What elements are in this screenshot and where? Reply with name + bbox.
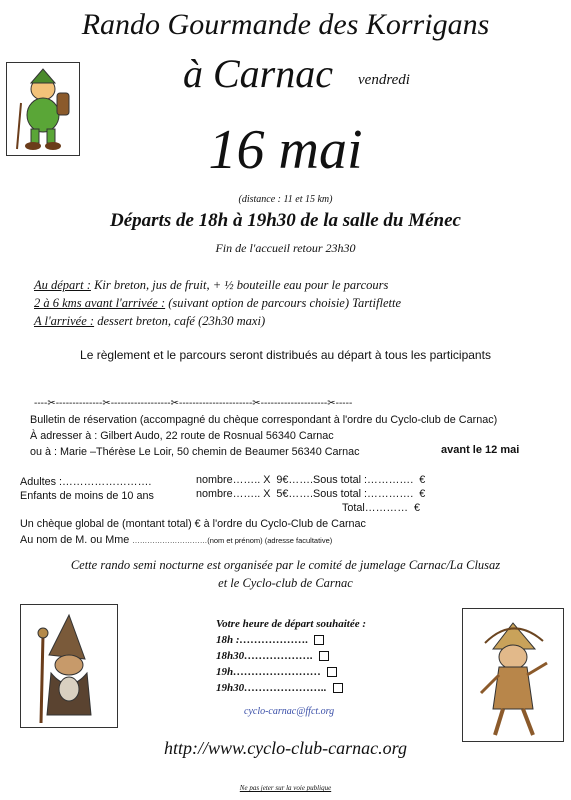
distance: (distance : 11 et 15 km) [238,194,333,205]
nom-line [20,534,332,546]
adultes-label: Adultes :……………………. [20,476,152,488]
program-text: dessert breton, café (23h30 maxi) [94,314,266,328]
depart-option-19h30[interactable] [216,682,343,694]
fin-accueil: Fin de l'accueil retour 23h30 [215,241,356,255]
checkbox[interactable] [333,683,343,693]
enfants-label: Enfants de moins de 10 ans [20,490,154,502]
korrigan-elf-illustration [462,608,564,742]
email-link[interactable]: cyclo-carnac@ffct.org [244,706,335,717]
depart-option-label: 18h :………………. [216,634,309,646]
website-link[interactable]: http://www.cyclo-club-carnac.org [164,738,407,758]
program-line-avant [34,296,401,311]
bulletin-deadline: avant le 12 mai [441,444,520,456]
footer-note: Ne pas jeter sur la voie publique [239,784,332,792]
korrigan-wizard-illustration [20,604,118,728]
enfants-nombre: nombre…….. X 5€…….Sous total :…………. € [196,488,426,500]
depart-option-label: 19h…………………… [216,666,322,678]
depart-option-19h[interactable] [216,666,337,678]
title-line2: à Carnac [183,51,333,96]
depart-option-label: 18h30………………. [216,650,313,662]
organisation-line1: Cette rando semi nocturne est organisée par le comité de jumelage Carnac/La Clusaz [70,558,501,572]
program-text: Kir breton, jus de fruit, + ½ bouteille eau pour le parcours [90,278,389,292]
checkbox[interactable] [327,667,337,677]
cheque-line: Un chèque global de (montant total) € à l'ordre du Cyclo-Club de Carnac [20,518,366,530]
checkbox[interactable] [319,651,329,661]
bulletin-line3: ou à : Marie –Thérèse Le Loir, 50 chemin de Beaumer 56340 Carnac [30,446,360,458]
total: Total………… € [342,502,420,514]
title-date: 16 mai [208,119,363,181]
depart-option-label: 19h30………………….. [216,682,327,694]
adultes-nombre: nombre…….. X 9€…….Sous total :…………. € [196,474,426,486]
organisation-line2: et le Cyclo-club de Carnac [218,576,353,590]
reglement: Le règlement et le parcours seront distribués au départ à tous les participants [80,348,491,362]
title-day: vendredi [358,72,410,88]
program-text: (suivant option de parcours choisie) Tartiflette [165,296,401,310]
nom-label: Au nom de M. ou Mme [20,534,133,546]
departs: Départs de 18h à 19h30 de la salle du Ménec [110,210,461,231]
checkbox[interactable] [314,635,324,645]
title-line1: Rando Gourmande des Korrigans [81,8,490,41]
nom-dots: …………………………(nom et prénom) (adresse facultative) [132,536,333,545]
bulletin-line2: À adresser à : Gilbert Audo, 22 route de Rosnual 56340 Carnac [30,430,334,442]
depart-option-18h30[interactable] [216,650,329,662]
bulletin-line1: Bulletin de réservation (accompagné du chèque correspondant à l'ordre du Cyclo-club de Carnac) [30,414,498,426]
program-label: A l'arrivée : [34,314,95,328]
program-label: 2 à 6 kms avant l'arrivée : [34,296,166,310]
program-line-arrivee [34,314,265,329]
cut-line: ----✂--------------✂------------------✂----------------------✂--------------------✂----- [34,398,353,409]
korrigan-hiker-illustration [6,62,80,156]
depart-heading: Votre heure de départ souhaitée : [216,618,367,630]
program-label: Au départ : [34,278,91,292]
program-line-depart [34,278,388,293]
depart-option-18h[interactable] [216,634,324,646]
